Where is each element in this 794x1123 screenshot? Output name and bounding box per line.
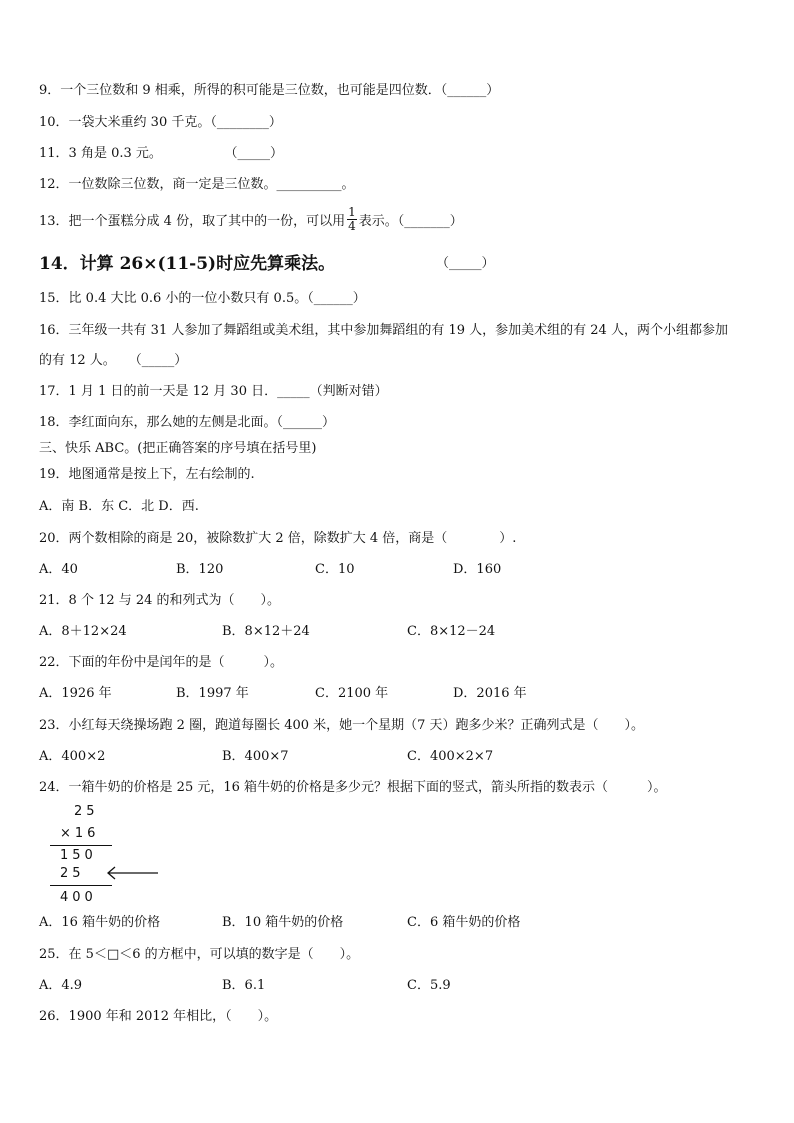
question-25: 25．在 5＜□＜6 的方框中，可以填的数字是（ ）。 bbox=[39, 947, 360, 962]
option-24-c: C．6 箱牛奶的价格 bbox=[407, 915, 521, 930]
option-20-a: A．40 bbox=[39, 562, 78, 577]
option-20-d: D．160 bbox=[453, 562, 502, 577]
question-17: 17．1 月 1 日的前一天是 12 月 30 日．_____（判断对错） bbox=[39, 384, 388, 399]
vertical-multiplication bbox=[50, 800, 180, 910]
question-19-options: A．南 B．东 C．北 D．西. bbox=[39, 499, 199, 514]
option-23-b: B．400×7 bbox=[222, 749, 289, 764]
option-22-b: B．1997 年 bbox=[176, 686, 249, 701]
question-13-text: 13．把一个蛋糕分成 4 份，取了其中的一份，可以用 bbox=[39, 214, 346, 229]
option-25-a: A．4.9 bbox=[39, 978, 83, 993]
option-21-c: C．8×12－24 bbox=[407, 624, 496, 639]
vertical-rule-2 bbox=[50, 885, 112, 886]
option-24-b: B．10 箱牛奶的价格 bbox=[222, 915, 344, 930]
fraction-denominator: 4 bbox=[348, 219, 356, 233]
question-19: 19．地图通常是按上下，左右绘制的. bbox=[39, 467, 255, 482]
option-25-b: B．6.1 bbox=[222, 978, 266, 993]
question-11: 11．3 角是 0.3 元。 （_____） bbox=[39, 146, 284, 161]
question-14-blank: （_____） bbox=[436, 256, 495, 271]
arrow-left-icon bbox=[104, 866, 160, 880]
vertical-row-multiplier: ×16 bbox=[60, 826, 100, 841]
option-20-b: B．120 bbox=[176, 562, 224, 577]
option-22-a: A．1926 年 bbox=[39, 686, 112, 701]
fraction-numerator: 1 bbox=[348, 205, 356, 219]
option-20-c: C．10 bbox=[315, 562, 355, 577]
question-13-tail: 表示。（_______） bbox=[358, 214, 463, 229]
option-21-b: B．8×12＋24 bbox=[222, 624, 310, 639]
question-16-line2: 的有 12 人。 （_____） bbox=[39, 353, 188, 368]
question-14-text: 14．计算 26×(11-5)时应先算乘法。 bbox=[39, 254, 336, 274]
fraction-one-quarter bbox=[347, 206, 357, 233]
option-25-c: C．5.9 bbox=[407, 978, 451, 993]
question-24: 24．一箱牛奶的价格是 25 元，16 箱牛奶的价格是多少元？根据下面的竖式，箭头所指的数表示（ ）。 bbox=[39, 780, 667, 795]
question-9: 9．一个三位数和 9 相乘，所得的积可能是三位数，也可能是四位数．（______） bbox=[39, 83, 500, 98]
question-14 bbox=[39, 253, 335, 275]
section-3-heading: 三、快乐 ABC。(把正确答案的序号填在括号里) bbox=[39, 441, 317, 456]
vertical-row-partial-1: 150 bbox=[60, 848, 97, 863]
question-22: 22．下面的年份中是闰年的是（ ）。 bbox=[39, 655, 284, 670]
question-12: 12．一位数除三位数，商一定是三位数。__________。 bbox=[39, 177, 355, 192]
option-23-a: A．400×2 bbox=[39, 749, 106, 764]
option-22-c: C．2100 年 bbox=[315, 686, 389, 701]
option-23-c: C．400×2×7 bbox=[407, 749, 494, 764]
vertical-row-partial-2: 25 bbox=[60, 866, 85, 881]
option-24-a: A．16 箱牛奶的价格 bbox=[39, 915, 161, 930]
option-21-a: A．8＋12×24 bbox=[39, 624, 127, 639]
vertical-rule-1 bbox=[50, 845, 112, 846]
question-16-line1: 16．三年级一共有 31 人参加了舞蹈组或美术组，其中参加舞蹈组的有 19 人，参加美术组的有 24 人，两个小组都参加 bbox=[39, 323, 728, 338]
question-13 bbox=[39, 205, 463, 235]
question-10: 10．一袋大米重约 30 千克。（________） bbox=[39, 115, 282, 130]
question-20: 20．两个数相除的商是 20，被除数扩大 2 倍，除数扩大 4 倍，商是（ ）. bbox=[39, 531, 517, 546]
question-23: 23．小红每天绕操场跑 2 圈，跑道每圈长 400 米，她一个星期（7 天）跑多少米？正确列式是（ ）。 bbox=[39, 718, 645, 733]
option-22-d: D．2016 年 bbox=[453, 686, 527, 701]
question-15: 15．比 0.4 大比 0.6 小的一位小数只有 0.5。（______） bbox=[39, 291, 366, 306]
question-26: 26．1900 年和 2012 年相比，（ ）。 bbox=[39, 1009, 278, 1024]
question-21: 21．8 个 12 与 24 的和列式为（ ）。 bbox=[39, 593, 281, 608]
vertical-row-multiplicand: 25 bbox=[74, 804, 99, 819]
vertical-row-product: 400 bbox=[60, 890, 97, 905]
question-18: 18．李红面向东，那么她的左侧是北面。（______） bbox=[39, 415, 336, 430]
